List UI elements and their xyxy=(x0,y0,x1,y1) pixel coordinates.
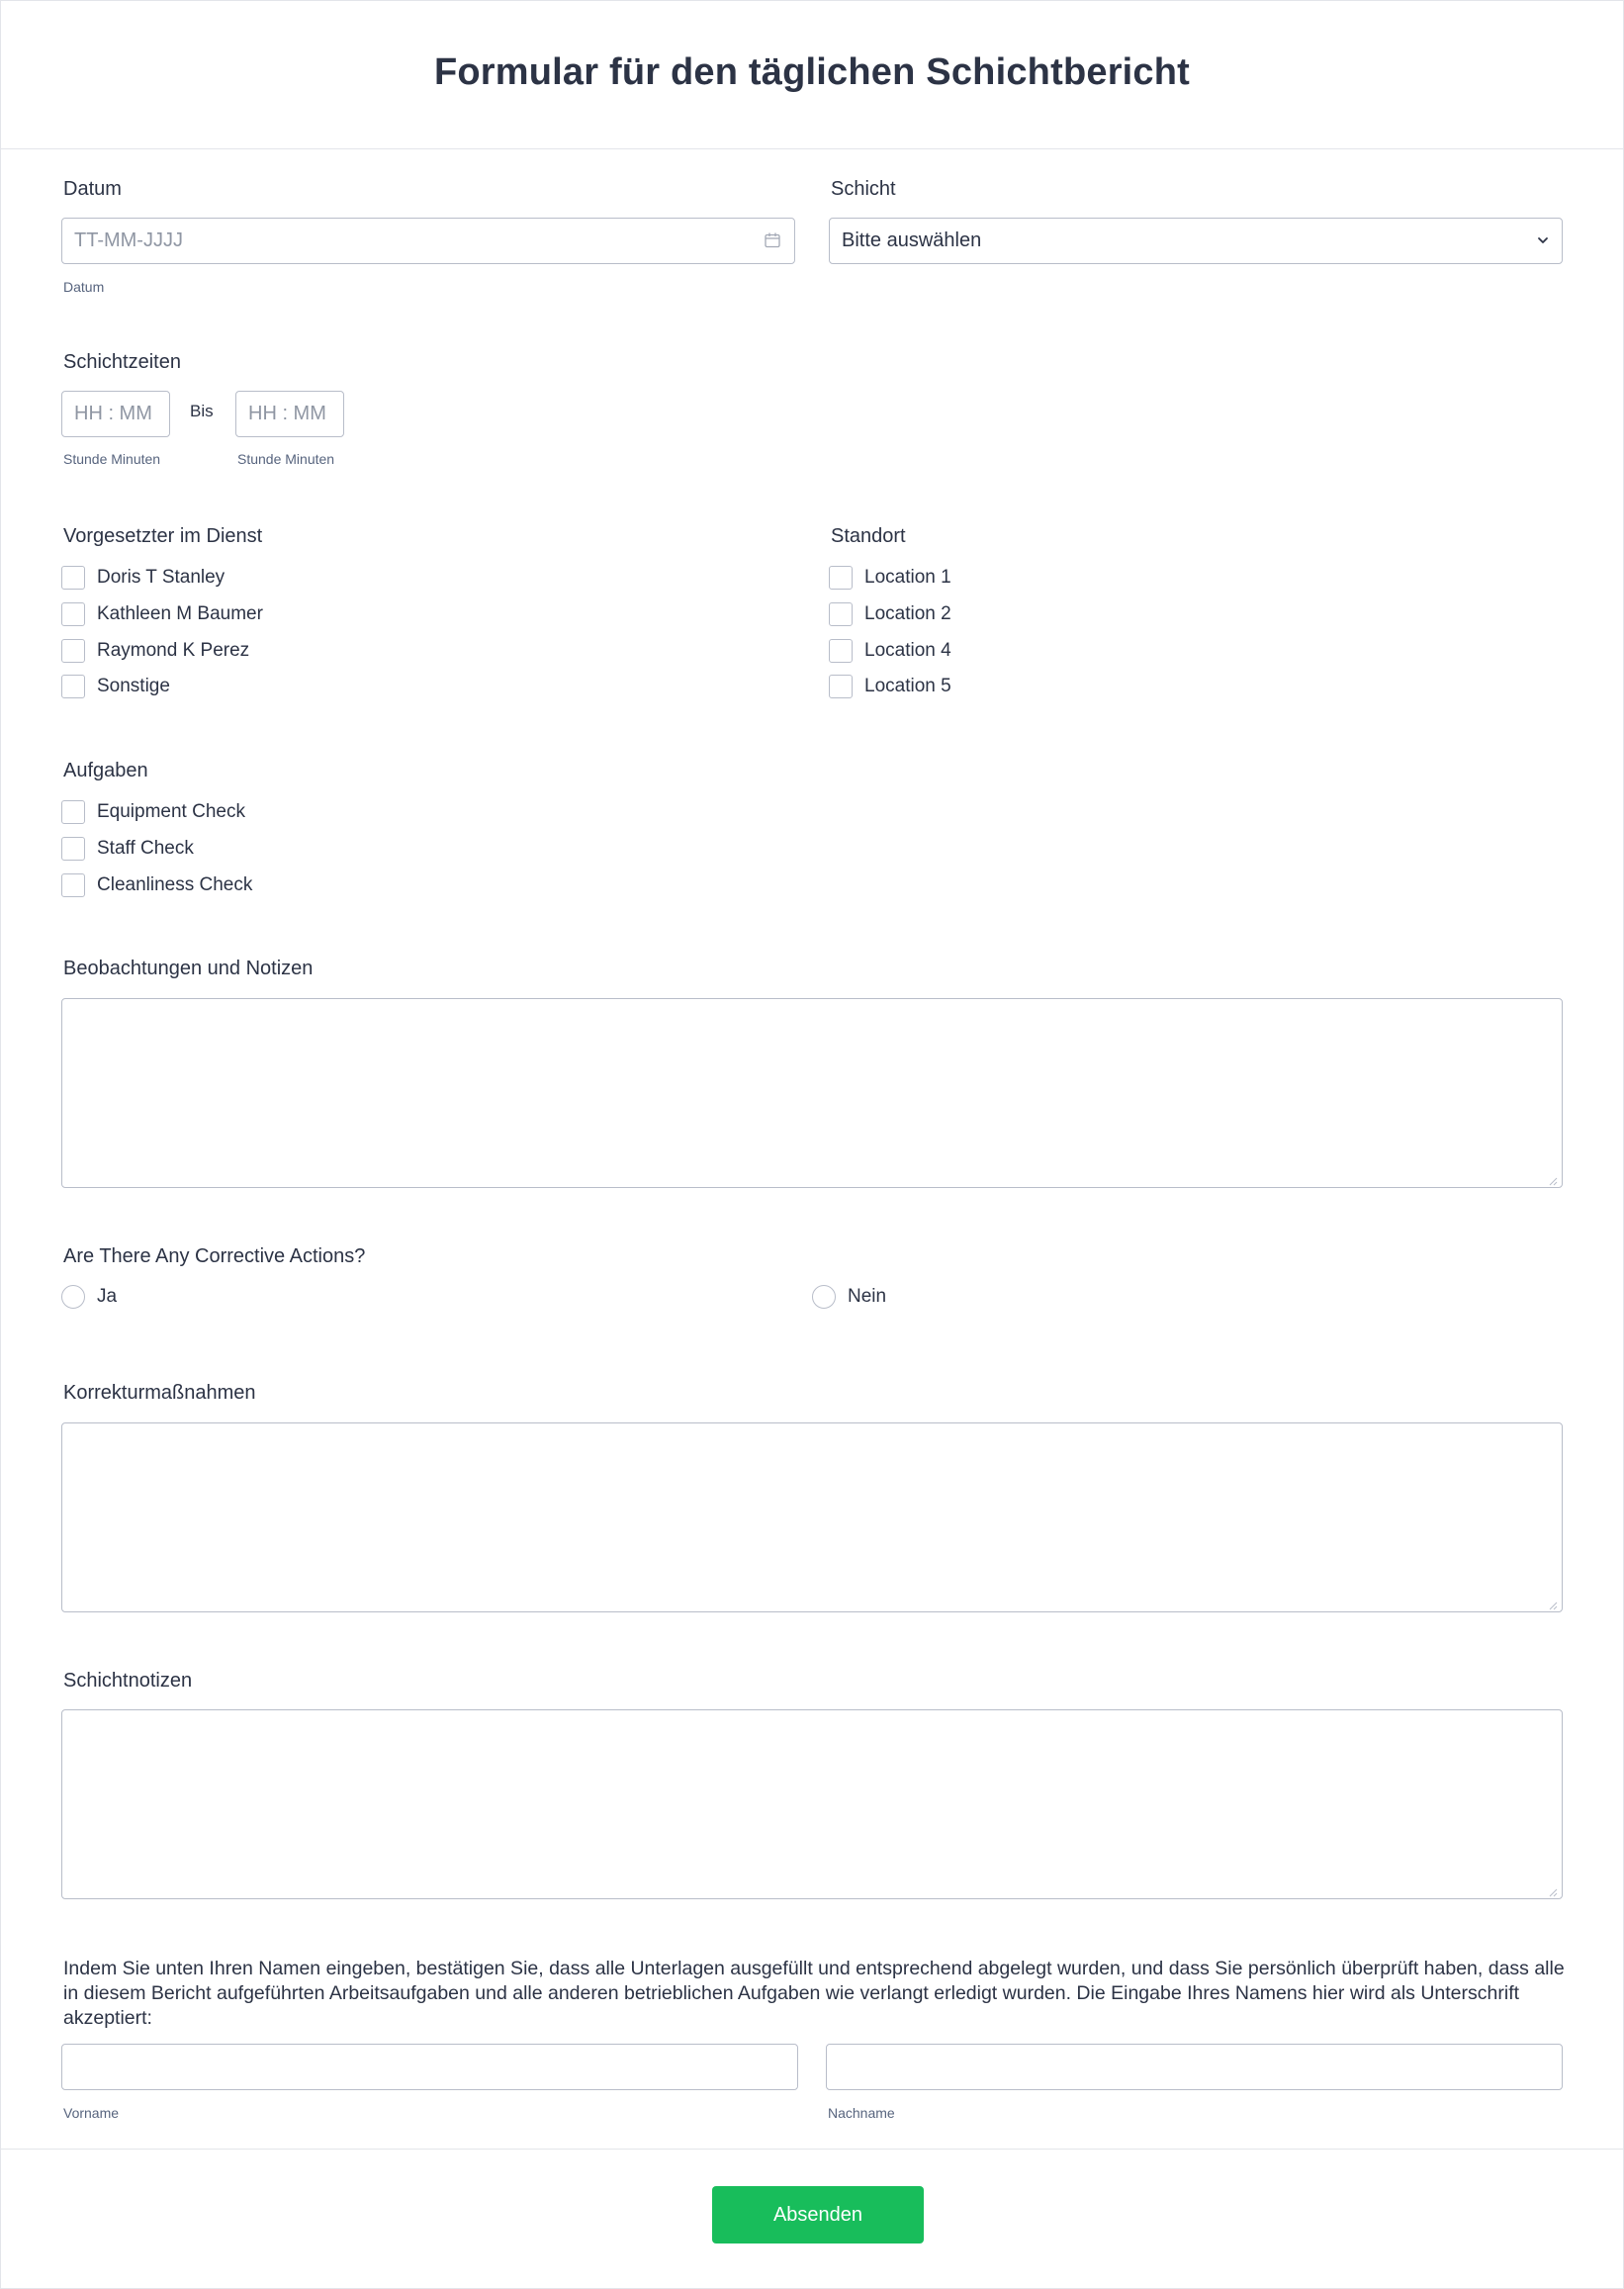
form-header xyxy=(0,0,1624,149)
corrective-no-label[interactable]: Nein xyxy=(848,1286,887,1307)
shift-times-label: Schichtzeiten xyxy=(63,351,181,373)
chevron-down-icon xyxy=(1536,233,1550,252)
form-title: Formular für den täglichen Schichtbericht xyxy=(433,50,1191,93)
location-checkbox[interactable] xyxy=(829,566,853,590)
tasks-label: Aufgaben xyxy=(63,760,148,781)
supervisor-checkbox[interactable] xyxy=(61,675,85,698)
shift-end-time-input[interactable] xyxy=(235,391,344,437)
date-sublabel: Datum xyxy=(63,279,105,295)
task-checkbox[interactable] xyxy=(61,800,85,824)
observations-label: Beobachtungen und Notizen xyxy=(63,958,314,979)
resize-handle-icon[interactable] xyxy=(1548,1598,1558,1607)
first-name-input[interactable] xyxy=(61,2044,798,2090)
resize-handle-icon[interactable] xyxy=(1548,1173,1558,1183)
shift-notes-label: Schichtnotizen xyxy=(63,1670,193,1692)
signature-consent-text: Indem Sie unten Ihren Namen eingeben, bestätigen Sie, dass alle Unterlagen ausgefüllt und entsprechend abgelegt wurden, und dass Sie persönlich überprüft haben, dass alle in diesem Bericht aufgeführten Arbeitsaufgaben und alle anderen betrieblichen Aufgaben wie verlangt erledigt wurden. Die Eingabe Ihres Namens hier wird als Unterschrift akzeptiert: xyxy=(63,1958,1565,2029)
supervisor-checkbox[interactable] xyxy=(61,639,85,663)
last-name-input[interactable] xyxy=(826,2044,1563,2090)
corrective-yes-label[interactable]: Ja xyxy=(97,1286,118,1307)
shift-times-separator: Bis xyxy=(190,402,214,420)
task-option-label[interactable]: Equipment Check xyxy=(97,801,245,822)
date-label: Datum xyxy=(63,178,122,200)
supervisor-label: Vorgesetzter im Dienst xyxy=(63,525,263,547)
location-label: Standort xyxy=(831,525,906,547)
location-checkbox[interactable] xyxy=(829,602,853,626)
supervisor-checkbox[interactable] xyxy=(61,566,85,590)
first-name-sublabel: Vorname xyxy=(63,2105,120,2121)
corrective-yes-radio[interactable] xyxy=(61,1285,85,1309)
shift-label: Schicht xyxy=(831,178,896,200)
shift-notes-textarea[interactable] xyxy=(61,1709,1563,1899)
location-option-label[interactable]: Location 5 xyxy=(864,676,951,696)
shift-start-time-input[interactable] xyxy=(61,391,170,437)
supervisor-option-label[interactable]: Doris T Stanley xyxy=(97,567,226,588)
task-option-label[interactable]: Cleanliness Check xyxy=(97,874,253,895)
shift-end-placeholder: HH : MM xyxy=(248,403,326,424)
location-option-label[interactable]: Location 4 xyxy=(864,640,951,661)
shift-start-placeholder: HH : MM xyxy=(74,403,152,424)
supervisor-checkbox[interactable] xyxy=(61,602,85,626)
observations-textarea[interactable] xyxy=(61,998,1563,1188)
location-option-label[interactable]: Location 2 xyxy=(864,603,951,624)
resize-handle-icon[interactable] xyxy=(1548,1884,1558,1894)
supervisor-option-label[interactable]: Kathleen M Baumer xyxy=(97,603,263,624)
shift-selected-value: Bitte auswählen xyxy=(842,229,982,251)
date-placeholder: TT-MM-JJJJ xyxy=(74,229,183,251)
corrective-actions-textarea[interactable] xyxy=(61,1422,1563,1612)
calendar-icon[interactable] xyxy=(764,231,781,254)
supervisor-option-label[interactable]: Sonstige xyxy=(97,676,170,696)
corrective-actions-label: Korrekturmaßnahmen xyxy=(63,1382,256,1404)
location-checkbox[interactable] xyxy=(829,675,853,698)
task-checkbox[interactable] xyxy=(61,837,85,861)
shift-start-sublabel: Stunde Minuten xyxy=(63,451,161,467)
last-name-sublabel: Nachname xyxy=(828,2105,895,2121)
shift-end-sublabel: Stunde Minuten xyxy=(237,451,335,467)
corrective-no-radio[interactable] xyxy=(812,1285,836,1309)
location-checkbox[interactable] xyxy=(829,639,853,663)
date-input[interactable] xyxy=(61,218,795,264)
corrective-question-label: Are There Any Corrective Actions? xyxy=(63,1245,366,1267)
task-checkbox[interactable] xyxy=(61,873,85,897)
shift-select[interactable] xyxy=(829,218,1563,264)
submit-button[interactable]: Absenden xyxy=(712,2186,924,2243)
location-option-label[interactable]: Location 1 xyxy=(864,567,951,588)
task-option-label[interactable]: Staff Check xyxy=(97,838,194,859)
supervisor-option-label[interactable]: Raymond K Perez xyxy=(97,640,250,661)
